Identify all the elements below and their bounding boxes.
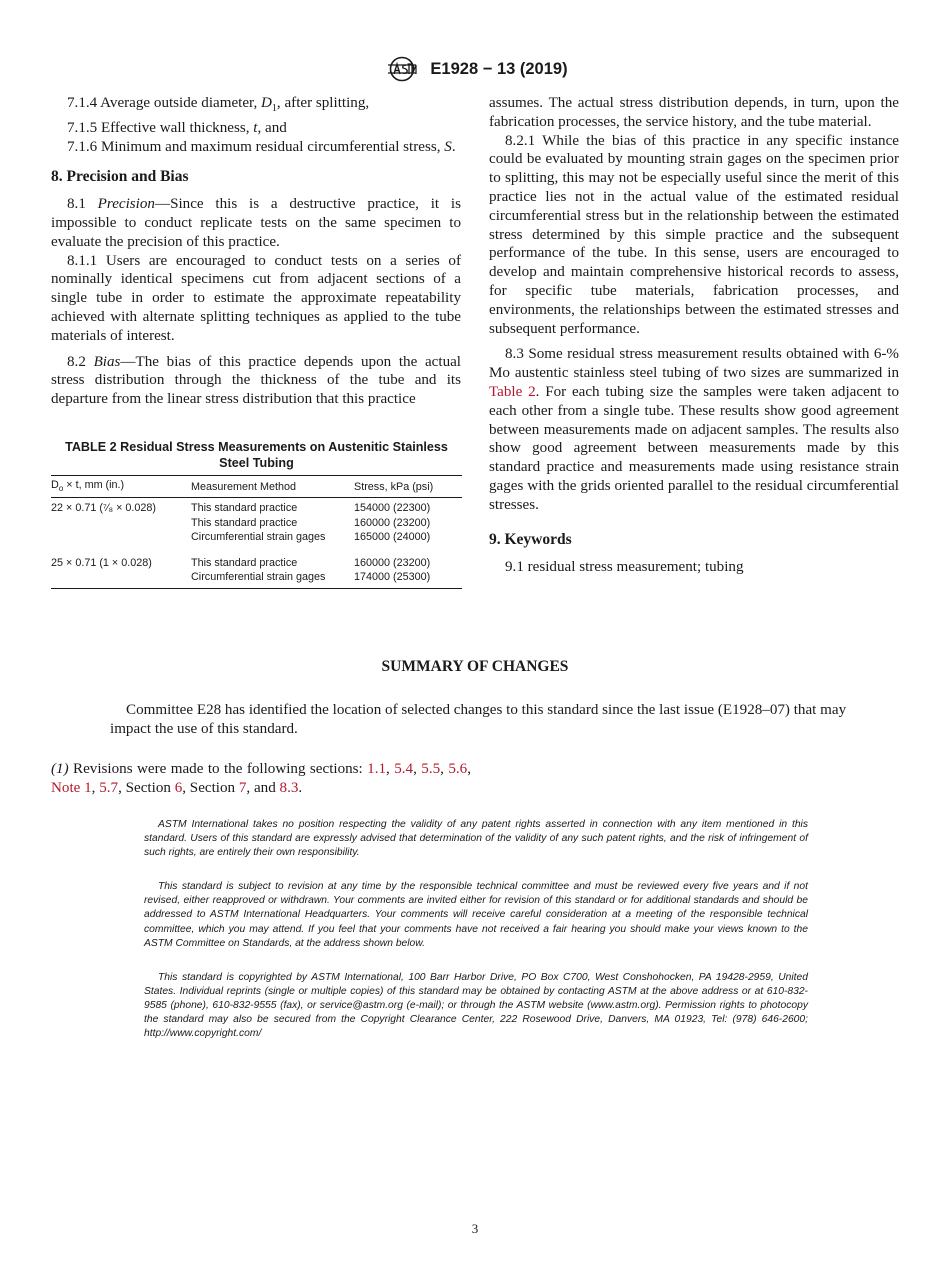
left-column — [51, 94, 461, 409]
patent-notice: ASTM International takes no position respecting the validity of any patent rights asserted in connection with any item mentioned in this standard. Users of this standard are expressly advised that determination of the validity of any such patent rights, and the risk of infringement of such rights, are entirely their own responsibility. — [144, 819, 808, 859]
revision-notice: This standard is subject to revision at any time by the responsible technical committee and must be reviewed every five years and if not revised, either reapproved or withdrawn. Your comments are invited either for revision of this standard or for additional standards and should be addressed to ASTM International Headquarters. Your comments will receive careful consideration at a meeting of the responsible technical committee, which you may attend. If you feel that your comments have not received a fair hearing you should make your views known to the ASTM Committee on Standards, at the address shown below. — [144, 881, 808, 949]
link-section-7[interactable]: 7 — [238, 779, 247, 796]
astm-logo-icon — [382, 56, 422, 82]
page-header — [0, 56, 950, 82]
legal-notices — [144, 818, 808, 1041]
table-2 — [51, 440, 462, 589]
col-header-size: $D_o \times t$, mm (in.) — [51, 476, 191, 498]
link-8-3[interactable]: 8.3 — [279, 779, 299, 796]
table-caption: TABLE 2 Residual Stress Measurements on Austenitic Stainless Steel Tubing — [65, 440, 448, 470]
table-row: 25 × 0.71 (1 × 0.028) This standard practice 160000 (23200) — [51, 556, 431, 569]
para-8-2-1: 8.2.1 While the bias of this practice in any specific instance could be evaluated by mounting strain gages on the specimen prior to splitting, this may not be especially useful since the merit of this practice lies not in the actual value of the estimated residual circumferential stress but in the relationship between the estimated stress determined by this simple practice and the subsequent performance of the tube. In this sense, users are encouraged to develop and maintain comprehensive historical records to assess, for specific tube materials, fabrication processes, and environments, the relationships between the estimated stresses and subsequent performance. — [489, 132, 899, 337]
col-header-method: Measurement Method — [191, 476, 354, 498]
link-note-1[interactable]: Note 1 — [51, 779, 92, 796]
link-5-5[interactable]: 5.5 — [421, 761, 441, 777]
section-9-heading: 9. Keywords — [489, 530, 572, 548]
summary-item-1: (1) Revisions were made to the following sections: 1.1, 5.4, 5.5, 5.6, Note 1, 5.7, Section 6, Section 7, and 8.3. — [51, 761, 472, 796]
para-8-2-continued: assumes. The actual stress distribution depends, in turn, upon the fabrication processes, the service history, and the tube material. — [489, 95, 899, 130]
table-row: Circumferential strain gages 174000 (25300) — [51, 570, 462, 589]
table-2-link[interactable]: Table 2 — [489, 383, 536, 400]
para-8-2: 8.2 Bias—The bias of this practice depends upon the actual stress distribution through the thickness of the tube and its departure from the linear stress distribution that this practice — [51, 353, 462, 408]
table-header-row — [51, 476, 462, 498]
table-row: Circumferential strain gages 165000 (24000) — [191, 530, 431, 543]
link-1-1[interactable]: 1.1 — [367, 761, 387, 777]
designation: E1928 − 13 (2019) — [430, 59, 568, 78]
para-7-1-6: 7.1.6 Minimum and maximum residual circumferential stress, S. — [67, 138, 456, 155]
data-table — [51, 475, 462, 589]
para-8-1-1: 8.1.1 Users are encouraged to conduct tests on a series of nominally identical specimens cut from adjacent sections of a single tube in order to estimate the approximate repeatability achieved with alternate splitting techniques as applied to the tube materials of interest. — [51, 252, 461, 344]
section-8-heading: 8. Precision and Bias — [51, 168, 189, 186]
para-8-3: 8.3 Some residual stress measurement results obtained with 6-% Mo austentic stainless steel tubing of two sizes are summarized in Table 2. For each tubing size the samples were taken adjacent to each other from a single tube. These results show good agreement between measurements made on adjacent samples. The results also show good agreement between measurements made by this standard practice and measurements made using resistance strain gages with the grids oriented parallel to the residual circumferential stresses. — [489, 346, 899, 513]
para-7-1-5: 7.1.5 Effective wall thickness, t, and — [67, 119, 287, 136]
para-7-1-4: 7.1.4 Average outside diameter, $D_1$, after splitting, — [67, 95, 370, 115]
right-column — [489, 94, 899, 577]
col-header-stress: Stress, kPa (psi) — [354, 476, 462, 498]
para-8-1: 8.1 Precision—Since this is a destructive practice, it is impossible to conduct replicate tests on the same specimen to evaluate the precision of this practice. — [51, 196, 461, 250]
link-5-7[interactable]: 5.7 — [99, 779, 119, 796]
para-9-1: 9.1 residual stress measurement; tubing — [505, 559, 744, 576]
copyright-notice: This standard is copyrighted by ASTM International, 100 Barr Harbor Drive, PO Box C700, West Conshohocken, PA 19428-2959, United States. Individual reprints (single or multiple copies) of this standard may be obtained by contacting ASTM at the above address or at 610-832-9585 (phone), 610-832-9555 (fax), or service@astm.org (e-mail); or through the ASTM website (www.astm.org). Permission rights to photocopy the standard may also be secured from the Copyright Clearance Center, 222 Rosewood Drive, Danvers, MA 01923, Tel: (978) 646-2600; http://www.copyright.com/ — [144, 971, 808, 1040]
link-5-6[interactable]: 5.6 — [448, 761, 468, 777]
table-row: This standard practice 160000 (23200) — [191, 516, 431, 529]
table-row: 22 × 0.71 (⁷⁄₈ × 0.028) This standard practice 154000 (22300) — [51, 502, 431, 515]
summary-title: SUMMARY OF CHANGES — [381, 658, 569, 675]
link-5-4[interactable]: 5.4 — [394, 761, 414, 777]
page-number: 3 — [471, 1221, 479, 1236]
summary-intro: Committee E28 has identified the location of selected changes to this standard since the last issue (E1928–07) that may impact the use of this standard. — [110, 702, 847, 737]
link-section-6[interactable]: 6 — [174, 779, 183, 796]
